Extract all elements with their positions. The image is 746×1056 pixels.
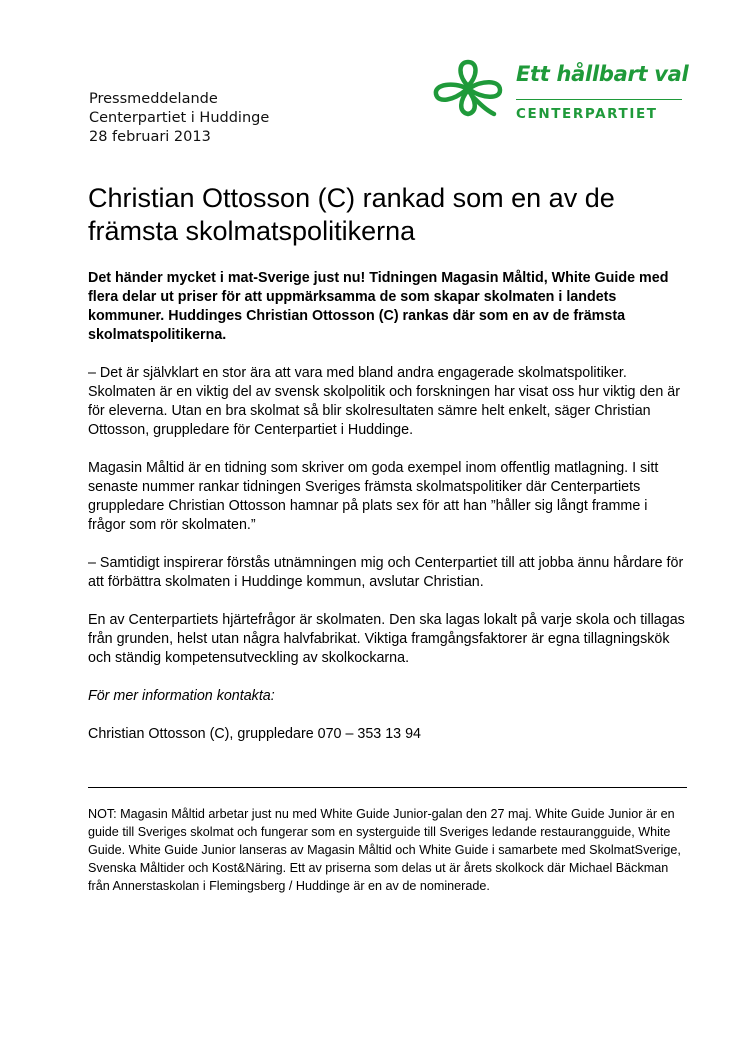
release-date: 28 februari 2013 [89,129,211,145]
body-paragraph: – Det är självklart en stor ära att vara med bland andra engagerade skolmatspolitiker. Skolmaten är en viktig del av svensk skolpolitik och forskningen har visat oss hur viktig den är för eleverna. Utan en bra skolmat så blir skolresultaten sämre helt enkelt, säger Christian Ottosson, gruppledare för Centerpartiet i Huddinge. [88,365,681,438]
clover-icon [428,56,508,120]
body-paragraph: En av Centerpartiets hjärtefrågor är skolmaten. Den ska lagas lokalt på varje skola och tillagas från grunden, helst utan några halvfabrikat. Viktiga framgångsfaktorer är egna tillagningskök och ständig kompetensutveckling av skolkockarna. [88,612,685,666]
press-release-meta [89,90,269,147]
document-type: Pressmeddelande [89,91,218,107]
page-title: Christian Ottosson (C) rankad som en av de främsta skolmatspolitikerna [88,183,615,246]
lead-paragraph: Det händer mycket i mat-Sverige just nu! Tidningen Magasin Måltid, White Guide med flera delar ut priser för att uppmärksamma de som skapar skolmaten i landets kommuner. Huddinges Christian Ottosson (C) rankas där som en av de främsta skolmatspolitikerna. [88,270,669,343]
logo-divider [516,99,682,100]
footnote-divider [88,787,687,788]
logo-slogan: Ett hållbart val [516,62,689,86]
logo-party-name: CENTERPARTIET [516,106,658,122]
press-release-body [88,269,688,763]
body-paragraph: – Samtidigt inspirerar förstås utnämningen mig och Centerpartiet till att jobba ännu hårdare för att förbättra skolmaten i Huddinge kommun, avslutar Christian. [88,555,684,590]
centerpartiet-logo [428,56,688,126]
sender: Centerpartiet i Huddinge [89,110,270,126]
contact-label: För mer information kontakta: [88,688,275,704]
footnote: NOT: Magasin Måltid arbetar just nu med White Guide Junior-galan den 27 maj. White Guide Junior är en guide till Sveriges skolmat och fungerar som en systerguide till Sveriges ledande restaurangguide, White Guide. White Guide Junior lanseras av Magasin Måltid och White Guide i samarbete med SkolmatSverige, Svenska Måltider och Kost&Näring. Ett av priserna som delas ut är årets skolkock där Michael Bäckman från Annerstaskolan i Flemingsberg / Huddinge är en av de nominerade. [88,807,681,893]
contact-details: Christian Ottosson (C), gruppledare 070 – 353 13 94 [88,726,421,742]
body-paragraph: Magasin Måltid är en tidning som skriver om goda exempel inom offentlig matlagning. I sitt senaste nummer rankar tidningen Sveriges främsta skolmatspolitiker där Centerpartiets gruppledare Christian Ottosson hamnar på plats sex för att han ”håller sig långt framme i frågor som rör skolmaten.” [88,460,659,533]
